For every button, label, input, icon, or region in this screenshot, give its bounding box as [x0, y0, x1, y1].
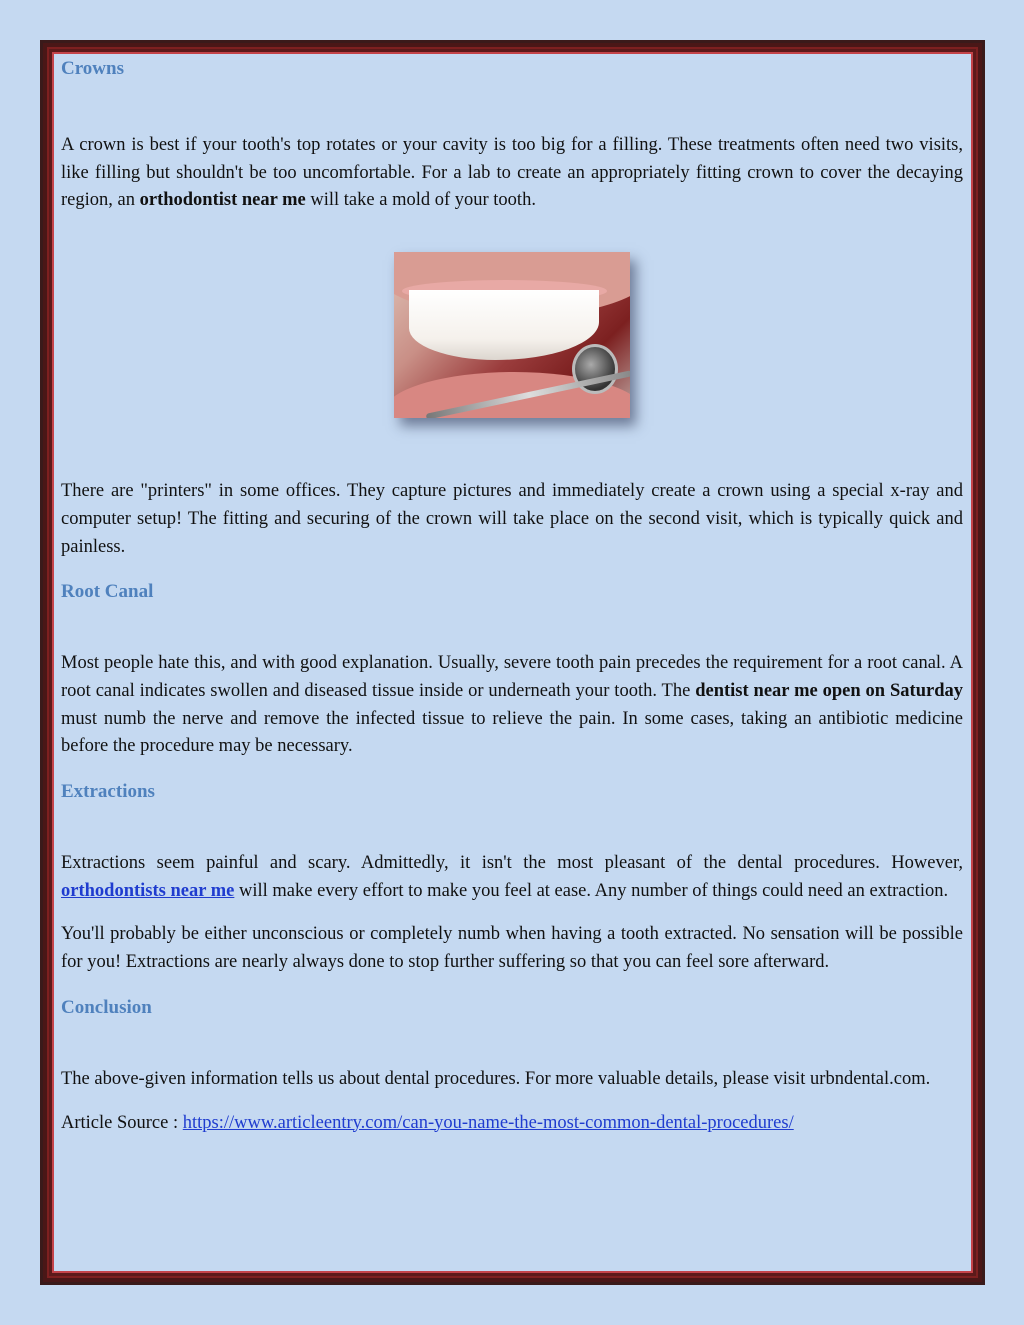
crowns-p1-text: A crown is best if your tooth's top rotates or your cavity is too big for a filling. These treatments often need two visits, like filling but shouldn't be too uncomfortable. For a lab to create an appropriately fitting crown to cover the decaying region, an: [61, 135, 963, 211]
extractions-paragraph-1: [61, 850, 963, 905]
extractions-paragraph-2: You'll probably be either unconscious or completely numb when having a tooth extracted. No sensation will be possible for you! Extractions are nearly always done to stop further suffering so that you can feel sore afterward.: [61, 924, 963, 973]
article-content: [61, 55, 963, 1137]
article-source: [61, 1110, 963, 1138]
dental-teeth-photo: [394, 252, 630, 418]
orthodontists-near-me-link[interactable]: orthodontists near me: [61, 880, 235, 901]
root-canal-paragraph: [61, 650, 963, 761]
article-source-link[interactable]: https://www.articleentry.com/can-you-name-the-most-common-dental-procedures/: [182, 1112, 794, 1133]
keyword-dentist-near-me-open-on-saturday: dentist near me open on Saturday: [695, 680, 963, 701]
root-canal-text-end: must numb the nerve and remove the infected tissue to relieve the pain. In some cases, taking an antibiotic medicine before the procedure may be necessary.: [61, 708, 963, 757]
extractions-heading: Extractions: [61, 781, 155, 803]
keyword-orthodontist-near-me: orthodontist near me: [139, 190, 306, 211]
article-source-label: Article Source :: [61, 1112, 183, 1133]
conclusion-paragraph: The above-given information tells us about dental procedures. For more valuable details, please visit urbndental.com.: [61, 1068, 931, 1089]
crowns-paragraph-2: There are "printers" in some offices. They capture pictures and immediately create a crown using a special x-ray and computer setup! The fitting and securing of the crown will take place on the second visit, which is typically quick and painless.: [61, 481, 963, 557]
root-canal-text: Most people hate this, and with good explanation. Usually, severe tooth pain precedes the requirement for a root canal. A root canal indicates swollen and diseased tissue inside or underneath your tooth. The: [61, 653, 963, 701]
crowns-p1-text-end: will take a mold of your tooth.: [305, 190, 536, 211]
extractions-text: Extractions seem painful and scary. Admittedly, it isn't the most pleasant of the dental procedures. However,: [61, 853, 963, 874]
crowns-heading: Crowns: [61, 58, 124, 79]
crowns-paragraph-1: [61, 132, 963, 215]
extractions-text-end: will make every effort to make you feel at ease. Any number of things could need an extraction.: [234, 880, 949, 901]
conclusion-heading: Conclusion: [61, 996, 152, 1018]
image-container: [61, 252, 963, 418]
root-canal-heading: Root Canal: [61, 581, 154, 603]
